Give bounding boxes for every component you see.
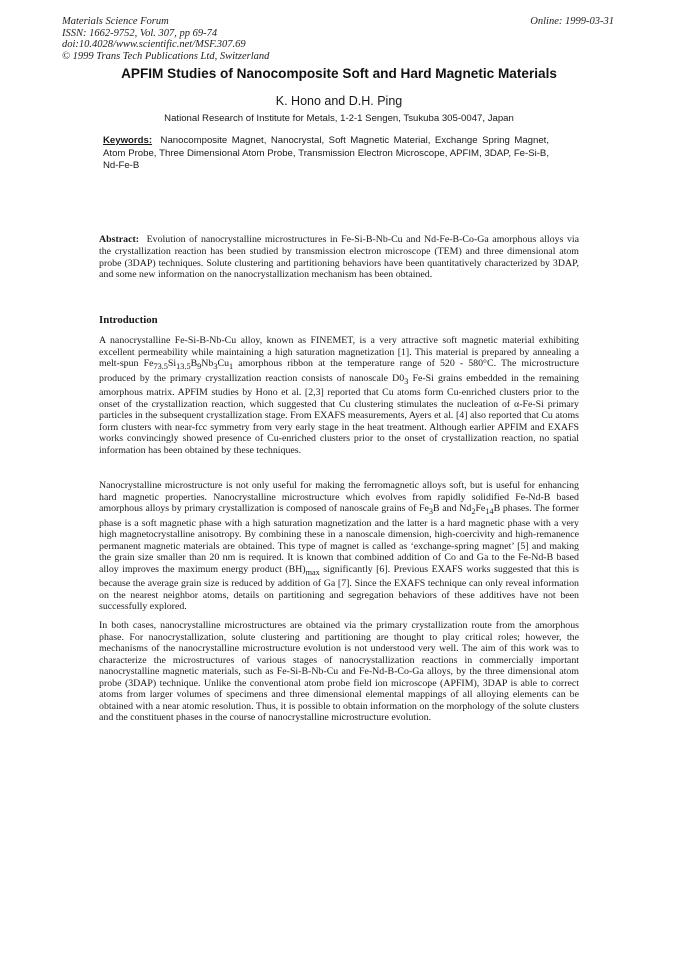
p1-text-g: Fe-Si grains embedded in the remaining amorphous matrix. APFIM studies by Hono et al. [2,3] reported that Cu atoms form Cu-enriched clusters prior to the onset of the crystallization reaction, which suggested that Cu clustering stimulates the nucleation of α-Fe-Si primary particles in the subsequent crystallization stage. From EXAFS measurements, Ayers et al. [4] also reported that Cu atoms form clusters with near-fcc symmetry from very early stage in the heat treatment. Although earlier APFIM and EXAFS works convincingly showed presence of Cu-enriched clusters prior to the onset of crystallization reaction, no spatial information has been obtained by these techniques. [99,372,579,456]
abstract-block [99,234,579,281]
p1-sub-5: 1 [229,362,234,372]
p1-text-a: A nanocrystalline Fe-Si-B-Nb-Cu alloy, known as FINEMET, is a very attractive soft magnetic material exhibiting excellent permeability while maintaining a high saturation magnetization [1]. This material is prepared by annealing a melt-spun Fe [99,335,579,370]
p1-text-c: B [190,358,198,370]
p1-text-b: Si [167,358,177,370]
p2-sub-3: 14 [485,507,494,517]
intro-paragraph-2 [99,480,579,613]
p1-sub-3: 9 [197,362,202,372]
keywords-block [103,135,549,173]
doi-line: doi:10.4028/www.scientific.net/MSF.307.69 [62,39,246,50]
p1-sub-6: 3 [404,376,409,386]
journal-header [62,16,269,62]
p1-text-d: Nb [201,358,214,370]
abstract-text: Evolution of nanocrystalline microstructures in Fe-Si-B-Nb-Cu and Nd-Fe-B-Co-Ga amorphous alloys via the crystallization reaction has been studied by transmission electron microscope (TEM) and three dimensional atom probe (3DAP) techniques. Solute clustering and partitioning behaviors have been quantitatively characterized by 3DAP, and some new information on the nanocrystallization mechanism has been obtained. [99,234,580,281]
keywords-label: Keywords: [103,135,153,146]
p2-text-b: B and Nd [433,503,472,515]
p2-sub-4: max [305,567,320,577]
p1-text-f: amorphous ribbon at the temperature range of 520 - 580°C. The microstructure produced by the primary crystallization reaction consists of nanoscale D0 [99,358,579,384]
intro-paragraph-1 [99,335,579,456]
paper-title: APFIM Studies of Nanocomposite Soft and Hard Magnetic Materials [121,66,557,81]
paper-authors: K. Hono and D.H. Ping [275,94,403,108]
p1-text-e: Cu [217,358,230,370]
author-affiliation: National Research of Institute for Metals, 1-2-1 Sengen, Tsukuba 305-0047, Japan [164,113,514,124]
p1-sub-4: 3 [213,362,218,372]
p1-sub-2: 13.5 [176,362,191,372]
p2-sub-2: 2 [471,507,476,517]
intro-paragraph-3: In both cases, nanocrystalline microstructures are obtained via the primary crystallization route from the amorphous phase. For nanocrystallization, solute clustering and partitioning are thought to play critical roles; however, the mechanisms of the nanocrystalline microstructure evolution is not understood very well. The aim of this work was to characterize the microstructures of various stages of nanocrystallization reactions in commercially important nanocrystalline magnetic materials, such as Fe-Si-B-Nb-Cu and Fe-Nd-B-Co-Ga alloys, by the three dimensional atom probe (3DAP) technique. Unlike the conventional atom probe field ion microscope (APFIM), 3DAP is able to correct atoms from larger volumes of specimens and three dimensional elemental mappings of all alloying elements can be obtained with a near atomic resolution. Thus, it is possible to obtain information on the morphology of the solute clusters and the constituent phases in the course of nanocrystalline microstructure evolution. [99,620,579,724]
p2-sub-1: 3 [428,507,434,517]
online-date: Online: 1999-03-31 [530,16,614,27]
p1-sub-1: 73.5 [153,362,168,372]
p2-text-d: B phases. The former phase is a soft magnetic phase with a high saturation magnetization and the latter is a hard magnetic phase with a very high magnetocrystalline anisotropy. By combining these in a nanoscale dimension, high-coercivity and high-remanence permanent magnetic materials are obtained. This type of magnet is called as ‘exchange-spring magnet’ [5] and making the grain size smaller than 20 nm is required. It is known that combined addition of Co and Ga to the Fe-Nd-B based alloy improves the maximum energy product (BH) [99,503,579,575]
introduction-heading: Introduction [99,314,158,326]
journal-name: Materials Science Forum [62,16,169,27]
p2-text-e: significantly [6]. Previous EXAFS works suggested that this is because the average grain size is reduced by addition of Ga [7]. Since the EXAFS technique can only reveal information on the nearest neighbor atoms, details on partitioning and segregation behaviors of these additives have not been successfully explored. [99,563,579,613]
abstract-label: Abstract: [99,234,140,245]
p2-text-c: Fe [475,503,486,515]
keywords-text: Nanocomposite Magnet, Nanocrystal, Soft Magnetic Material, Exchange Spring Magnet, Atom Probe, Three Dimensional Atom Probe, Transmission Electron Microscope, APFIM, 3DAP, Fe-Si-B, Nd-Fe-B [103,135,549,171]
p2-text-a: Nanocrystalline microstructure is not only useful for making the ferromagnetic alloys soft, but is useful for enhancing hard magnetic properties. Nanocrystalline microstructure which evolves from rapidly solidified Fe-Nd-B based amorphous alloys by primary crystallization is composed of nanoscale grains of Fe [99,480,579,515]
copyright-line: © 1999 Trans Tech Publications Ltd, Switzerland [62,50,270,62]
issn-line: ISSN: 1662-9752, Vol. 307, pp 69-74 [62,27,218,39]
